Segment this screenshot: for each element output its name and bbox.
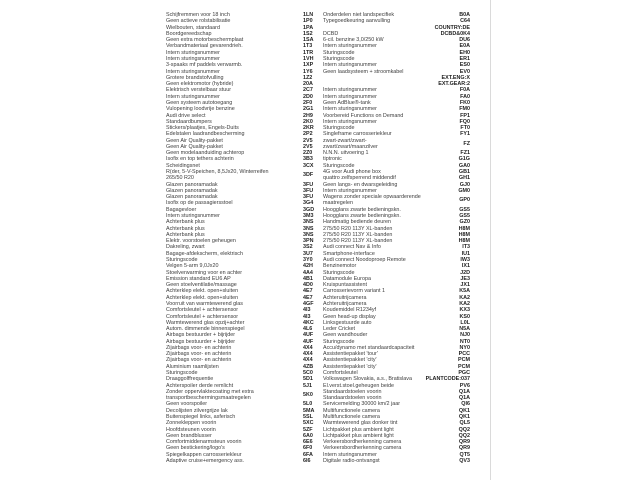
option-code: FM0 [459, 106, 470, 113]
option-code: COUNTRY:DE [434, 24, 470, 31]
option-code: 4I3 [303, 307, 311, 314]
option-description-line: Sturingscode [166, 370, 198, 377]
option-code: 5XC [303, 420, 314, 427]
option-code: 5ZF [303, 426, 313, 433]
option-description-line: transportbeschermingsmaatregelen [166, 395, 251, 402]
option-description-line: Hoogglans zwarte bedieningskn. [323, 206, 401, 213]
option-description-line: Adaptive cruise+emergency ass. [166, 457, 245, 464]
option-description-line: DCBD [323, 30, 339, 37]
equipment-lists [166, 12, 470, 464]
option-code: FT0 [460, 125, 470, 132]
option-description-line: Intern sturingsnummer [323, 43, 377, 50]
option-description-line: Bagage-afdekscherm, elektrisch [166, 250, 244, 257]
option-code: 3GD [303, 206, 315, 213]
option-description-line: Intern sturingsnummer [323, 93, 377, 100]
option-description-line: Onderdelen niet landspecifiek [323, 12, 395, 18]
option-code: NT0 [459, 338, 470, 345]
option-description-line: Geen systeem autotoegang [166, 99, 233, 106]
option-row [323, 194, 470, 207]
option-description-line: Handmatig bediende deuren [323, 219, 392, 226]
option-description-line: Voorbereid Functions on Demand [323, 112, 404, 119]
option-code: KA2 [459, 294, 470, 301]
option-code: 4X4 [303, 351, 313, 358]
option-description-line: 265/50 R20 [166, 175, 194, 182]
option-code: 2G1 [303, 106, 314, 113]
option-code: IT3 [462, 244, 470, 251]
option-code: 2V5 [303, 143, 313, 150]
option-code: QL5 [459, 420, 470, 427]
option-code: 4A4 [303, 269, 313, 276]
option-description-line: Zonnekleppen voorin [166, 420, 217, 427]
option-description-line: Kruispuntassistent [323, 282, 368, 289]
option-description-line: Glazen panoramadak [166, 181, 218, 188]
option-description-line: Velgen 5-arm 9,0Jx20 [166, 263, 219, 270]
option-description-line: Draaggolffrequentie [166, 376, 214, 383]
option-code: H8M [458, 225, 470, 232]
option-code: H8M [458, 238, 470, 245]
option-row [323, 458, 470, 464]
option-code: QT5 [459, 451, 470, 458]
option-code: FA0 [460, 93, 470, 100]
option-description-line: Decolijsten zilvergrijze lak [166, 407, 228, 414]
option-code: FZ1 [460, 150, 470, 157]
option-code: 1XP [303, 62, 314, 69]
option-description-line: Achterklep elekt. open+sluiten [166, 294, 239, 301]
option-description-line: Emission standard EU6 AP [166, 275, 231, 282]
option-code: 3FU [303, 194, 314, 201]
option-description-line: Lichtpakket plus ambient light [323, 426, 394, 433]
option-code: 5MA [303, 407, 315, 414]
option-description-line: Warmtewerend glas donker tint [323, 420, 398, 427]
option-description-line: Standaardbumpers [166, 118, 212, 125]
option-code: PCM [458, 363, 470, 370]
option-code: PGC [458, 370, 470, 377]
option-code: 4I3 [303, 313, 311, 320]
option-code: 6F0 [303, 445, 313, 452]
option-description-line: Achterbank plus [166, 219, 205, 226]
option-code: 4KC [303, 319, 314, 326]
option-code: 3M3 [303, 213, 314, 219]
option-description-line: Achterklep elekt. open+sluiten [166, 288, 239, 295]
option-code: IW3 [460, 256, 470, 263]
option-code: 1Z2 [303, 74, 313, 81]
option-description-line: Accu/dynamo met standaardcapaciteit [323, 344, 415, 351]
option-code: GS5 [459, 213, 470, 219]
option-description-line: Voorruit van warmtewerend glas [166, 300, 244, 307]
option-code: FZ [463, 140, 470, 147]
option-code: Q1A [458, 395, 470, 402]
option-description-line: Multifunctionele camera [323, 407, 380, 414]
option-description-line: Sturingscode [323, 49, 355, 56]
option-code: 3NS [303, 231, 314, 238]
option-code: GP0 [459, 197, 470, 204]
option-code: IU1 [461, 250, 470, 257]
option-code: 20A [303, 81, 313, 88]
option-code: 1LN [303, 12, 314, 18]
option-code: JX1 [460, 282, 470, 289]
option-row [166, 389, 318, 402]
option-code: JE3 [460, 275, 470, 282]
option-description-line: Intern sturingsnummer [323, 62, 377, 69]
option-description-line: Achterbank plus [166, 225, 205, 232]
option-description-line: Comfortmiddenarmsteun voorin [166, 439, 242, 446]
option-description-line: Linksgestuurde auto [323, 319, 372, 326]
option-code: 3FU [303, 187, 314, 194]
option-description-line: 3-spaaks mf paddels verwarmb. [166, 62, 243, 69]
option-description-line: Wagens zonder speciale opwaarderende [323, 194, 421, 201]
option-code: KA2 [459, 300, 470, 307]
option-description [323, 138, 460, 151]
option-description-line: Audi connect Nav & Info [323, 244, 381, 251]
option-description-line: Buitenspiegel links, asferisch [166, 414, 236, 420]
option-code: J2D [460, 269, 470, 276]
option-code: 1Y6 [303, 68, 313, 75]
option-description-line: Intern sturingsnummer [166, 213, 220, 219]
option-description-line: Spiegelkappen carrosseriekleur [166, 451, 242, 458]
option-code: 4E7 [303, 294, 313, 301]
option-description-line: Comfortsleutel [323, 370, 358, 377]
option-description-line: Sturingscode [323, 162, 355, 169]
option-description-line: Geen AdBlue®-tank [323, 99, 371, 106]
option-description-line: Glazen panoramadak [166, 187, 218, 194]
option-description-line: Audi connect Noodoproep Remote [323, 256, 406, 263]
option-description-line: R(der, 5-V-Speichen, 8,5Jx20, Winterreifen [166, 169, 269, 176]
option-code: ES0 [459, 62, 470, 69]
option-description-line: Typegoedkeuring aanvulling [323, 18, 391, 25]
option-code: EXT.ENG:X [441, 74, 470, 81]
option-code: 3CX [303, 162, 314, 169]
option-description-line: Standaardstoelen voorin [323, 395, 382, 402]
option-description-line: Hoogglans zwarte bedieningskn. [323, 213, 401, 219]
option-code: 4D0 [303, 282, 313, 289]
option-description-line: Scheidingsnet [166, 162, 200, 169]
option-code: IX1 [461, 263, 470, 270]
option-list-right [323, 12, 470, 464]
option-code: F0A [459, 87, 470, 94]
option-code: 3G4 [303, 200, 314, 207]
option-code: KS0 [459, 313, 470, 320]
option-description-line: zwart/zwart/maanzilver [323, 143, 378, 150]
option-description-line: Assistentiepakket 'city' [323, 357, 377, 364]
option-code: L0L [460, 319, 470, 326]
option-description [323, 458, 456, 464]
option-code: GB1 [458, 169, 470, 176]
option-description [166, 169, 303, 182]
option-row [166, 458, 318, 464]
option-description-line: Isofix op de passagiersstoel [166, 200, 233, 207]
option-code: GA0 [458, 162, 470, 169]
option-description-line: Assistentiepakket 'city' [323, 363, 377, 370]
option-code: 3DF [303, 172, 314, 179]
option-code: 4X4 [303, 357, 313, 364]
option-description-line: Digitale radio-ontvangst [323, 457, 380, 464]
option-description-line: Wielbouten, standaard [166, 24, 220, 31]
option-code: 3B3 [303, 156, 313, 163]
option-code: 2KR [303, 125, 314, 132]
option-code: FP1 [460, 112, 470, 119]
option-description-line: Verkeersbordherkenning camera [323, 439, 402, 446]
option-description-line: Sturingscode [323, 269, 355, 276]
option-code: GH1 [458, 175, 470, 182]
option-code: 5C0 [303, 370, 313, 377]
option-description-line: Airbags bestuurder + bijrijder [166, 332, 236, 339]
option-code: 2C7 [303, 87, 313, 94]
option-code: 3NS [303, 219, 314, 226]
option-code: KX3 [459, 307, 470, 314]
option-code: QQ2 [458, 426, 470, 433]
option-code: PCM [458, 357, 470, 364]
option-code: FQ0 [459, 118, 470, 125]
option-list-left [166, 12, 318, 464]
option-description-line: Geen extra motorbeschermplaat [166, 37, 244, 44]
option-description-line: Intern sturingsnummer [323, 451, 377, 458]
option-description-line: 275/50 R20 113Y XL-banden [323, 238, 393, 245]
option-description-line: Achterspoiler derde remlicht [166, 382, 234, 389]
option-code: 1T3 [303, 43, 313, 50]
option-code: 1TR [303, 49, 314, 56]
option-description-line: Airbags bestuurder + bijrijder [166, 338, 236, 345]
option-description-line: Sturingscode [166, 256, 198, 263]
option-description-line: Dakreling, zwart [166, 244, 205, 251]
option-description-line: Zonder oppervlaktecoating met extra [166, 388, 254, 395]
option-code: EH0 [459, 49, 470, 56]
option-code: 4GF [303, 300, 314, 307]
option-description-line: Sturingscode [323, 338, 355, 345]
option-description-line: Sturingscode [323, 55, 355, 62]
option-description-line: Intern sturingsnummer [323, 106, 377, 113]
option-code: DCBD&0K4 [440, 30, 470, 37]
option-code: QR9 [458, 445, 470, 452]
option-description-line: Volkswagen Slovakia, a.s., Bratislava [323, 376, 412, 383]
option-description-line: Audi drive select [166, 112, 206, 119]
option-code: 1P0 [303, 18, 313, 25]
option-description-line: Aluminium raamlijsten [166, 363, 219, 370]
option-description-line: Geen laadsysteem + stroomkabel [323, 68, 404, 75]
option-description-line: Geen stoelventilatie/massage [166, 282, 237, 289]
option-code: 1SA [303, 37, 314, 44]
option-code: PV6 [459, 382, 470, 389]
option-description-line: Hoofdsteunen voorin [166, 426, 216, 433]
option-description-line: Carrosserievorm variant 1 [323, 288, 386, 295]
option-description-line: Schijfremmen voor 18 inch [166, 12, 230, 18]
option-description-line: Bagagevloer [166, 206, 197, 213]
option-description-line: Assistentiepakket 'tour' [323, 351, 378, 358]
option-description-line: Geen brandblusser [166, 432, 212, 439]
option-description-line: Achteruitrijcamera [323, 294, 367, 301]
option-code: 2V5 [303, 137, 313, 144]
option-description-line: Intern sturingsnummer [166, 68, 220, 75]
option-description-line: Standaardstoelen voorin [323, 388, 382, 395]
option-code: NY0 [459, 344, 470, 351]
option-code: 4ZB [303, 363, 314, 370]
option-description-line: Singleframe carrosseriekleur [323, 131, 392, 138]
option-code: QK1 [458, 407, 470, 414]
option-description-line: Multifunctionele camera [323, 414, 380, 420]
option-code: GJ0 [459, 181, 470, 188]
option-description-line: Geen Air Quality-pakket [166, 143, 223, 150]
option-code: 6A0 [303, 432, 313, 439]
option-code: 6FA [303, 451, 313, 458]
option-code: C64 [460, 18, 470, 25]
page-edge-divider [490, 0, 491, 480]
option-code: 5SL [303, 414, 313, 420]
option-code: 4B1 [303, 275, 313, 282]
option-code: GM0 [458, 187, 470, 194]
option-code: QV3 [459, 457, 470, 464]
option-code: 3NS [303, 225, 314, 232]
option-code: 6I6 [303, 457, 311, 464]
option-description-line: Stoelverwarming voor en achter [166, 269, 243, 276]
option-code: 2Z0 [303, 150, 313, 157]
option-description-line: Leder Cricket [323, 326, 356, 333]
option-description [323, 194, 456, 207]
option-description [166, 389, 303, 402]
option-description-line: Verbandmateriaal gevarendrieh. [166, 43, 243, 50]
option-code: 5J1 [303, 382, 312, 389]
option-description-line: Zijairbags voor- en achterin [166, 351, 232, 358]
option-code: GS5 [459, 206, 470, 213]
option-code: ER1 [459, 55, 470, 62]
option-description-line: Zijairbags voor- en achterin [166, 357, 232, 364]
option-description-line: zwart-zwart/zwart- [323, 137, 367, 144]
option-description-line: Geen wandhouder [323, 332, 368, 339]
option-description-line: 275/50 R20 113Y XL-banden [323, 225, 393, 232]
option-description-line: Datamodule Europa [323, 275, 371, 282]
option-code: 1VH [303, 55, 314, 62]
option-code: 2F0 [303, 99, 313, 106]
option-code: 4UF [303, 332, 314, 339]
option-code: 4L6 [303, 326, 313, 333]
option-code: EXT.GEAR:2 [438, 81, 470, 88]
option-description-line: Sturingscode [323, 125, 355, 132]
option-description-line: Geen elektromotor (hybride) [166, 81, 234, 88]
option-code: FY1 [460, 131, 470, 138]
option-description-line: Geen Air Quality-pakket [166, 137, 223, 144]
option-code: PLANTCODE:037 [425, 376, 470, 383]
option-row [323, 138, 470, 151]
option-description-line: Intern sturingsnummer [166, 49, 220, 56]
option-description [166, 458, 303, 464]
option-code: 1PA [303, 24, 314, 31]
option-code: E0A [459, 43, 470, 50]
option-description-line: Koudemiddel R1234yf [323, 307, 377, 314]
option-code: QR9 [458, 439, 470, 446]
option-description-line: N.N.N. uitvoering 1 [323, 150, 369, 157]
option-code: 3S2 [303, 244, 313, 251]
option-code: 4E7 [303, 288, 313, 295]
option-description-line: Edelstalen laadrandbescherming [166, 131, 245, 138]
option-description-line: Benzinemotor [323, 263, 357, 270]
option-code: QI6 [461, 401, 470, 408]
option-description-line: Boordgereedschap [166, 30, 212, 37]
option-description-line: 4G voor Audi phone box [323, 169, 381, 176]
equipment-codes-document [166, 12, 470, 464]
option-description-line: Achterbank plus [166, 231, 205, 238]
option-description-line: Grotere brandstofvulling [166, 74, 224, 81]
option-code: 2K0 [303, 118, 313, 125]
option-code: 4UF [303, 338, 314, 345]
option-description-line: Geen voorspoiler [166, 401, 208, 408]
option-code: H8M [458, 231, 470, 238]
option-code: 5K0 [303, 392, 313, 399]
option-code: N5A [459, 326, 470, 333]
option-description-line: Zijairbags voor- en achterin [166, 344, 232, 351]
option-description-line: Geen bestickering/logo's [166, 445, 225, 452]
option-code: DU6 [459, 37, 470, 44]
option-description-line: Intern sturingsnummer [323, 87, 377, 94]
option-description-line: Servicemelding 30000 km/2 jaar [323, 401, 401, 408]
option-code: QK1 [458, 414, 470, 420]
option-description-line: Achteruitrijcamera [323, 300, 367, 307]
option-description-line: Isofix en top tethers achterin [166, 156, 234, 163]
option-code: 5D1 [303, 376, 313, 383]
option-code: G1G [458, 156, 470, 163]
option-description-line: El.verst.stoel.geheugen beide [323, 382, 395, 389]
option-description-line: Vulopening loodvrije benzine [166, 106, 235, 113]
option-code: FK0 [459, 99, 470, 106]
option-code: QQ2 [458, 432, 470, 439]
option-description-line: Geen langs- en dwarsgeleiding [323, 181, 398, 188]
option-code: EV0 [459, 68, 470, 75]
option-description-line: 275/50 R20 113Y XL-banden [323, 231, 393, 238]
option-description-line: Intern sturingsnummer [323, 187, 377, 194]
option-description-line: Elektrisch verstelbaar stuur [166, 87, 232, 94]
option-description-line: Geen modelaanduiding achterop [166, 150, 245, 157]
option-description-line: Glazen panoramadak [166, 194, 218, 201]
option-description-line: quattro zelfsperrend middendif [323, 175, 396, 182]
option-code: 3Y0 [303, 256, 313, 263]
option-description-line: Intern sturingsnummer [166, 55, 220, 62]
option-code: 2H9 [303, 112, 313, 119]
option-description-line: Verkeersbordherkenning camera [323, 445, 402, 452]
option-description-line: Elektr. voorstoelen geheugen [166, 238, 236, 245]
option-description-line: maatregelen [323, 200, 353, 207]
option-description-line: 6-cil. benzine 3,0/250 kW [323, 37, 384, 44]
option-code: 1S2 [303, 30, 313, 37]
option-description-line: Warmtewerend glas opzij+achter [166, 319, 245, 326]
option-code: 3FU [303, 181, 314, 188]
option-code: 3PN [303, 238, 314, 245]
option-description-line: Intern sturingsnummer [323, 118, 377, 125]
option-description-line: Comfortsleutel + achtersensor [166, 313, 239, 320]
option-code: 6E6 [303, 439, 313, 446]
option-code: 5L0 [303, 401, 313, 408]
option-row [166, 169, 318, 182]
option-code: K5A [459, 288, 470, 295]
option-description-line: Intern sturingsnummer [166, 93, 220, 100]
option-code: 2P2 [303, 131, 313, 138]
option-description-line: tiptronic [323, 156, 342, 163]
option-description-line: Autom. dimmende binnenspiegel [166, 326, 245, 333]
option-code: B0A [459, 12, 470, 18]
option-code: 42H [303, 263, 313, 270]
option-description-line: Lichtpakket plus ambient light [323, 432, 394, 439]
option-code: PCC [458, 351, 470, 358]
option-description-line: Smartphone-interface [323, 250, 375, 257]
option-code: GZ0 [459, 219, 470, 226]
option-description-line: Comfortsleutel + achtersensor [166, 307, 239, 314]
option-code: Q1A [458, 388, 470, 395]
option-description-line: Geen head-up display [323, 313, 376, 320]
option-code: NJ0 [460, 332, 470, 339]
option-code: 4X4 [303, 344, 313, 351]
option-code: 2D0 [303, 93, 313, 100]
option-description-line: Geen actieve rolstabilisatie [166, 18, 231, 25]
option-code: 3U7 [303, 250, 313, 257]
option-description-line: Stickers/plaatjes, Engels-Duits [166, 125, 239, 132]
